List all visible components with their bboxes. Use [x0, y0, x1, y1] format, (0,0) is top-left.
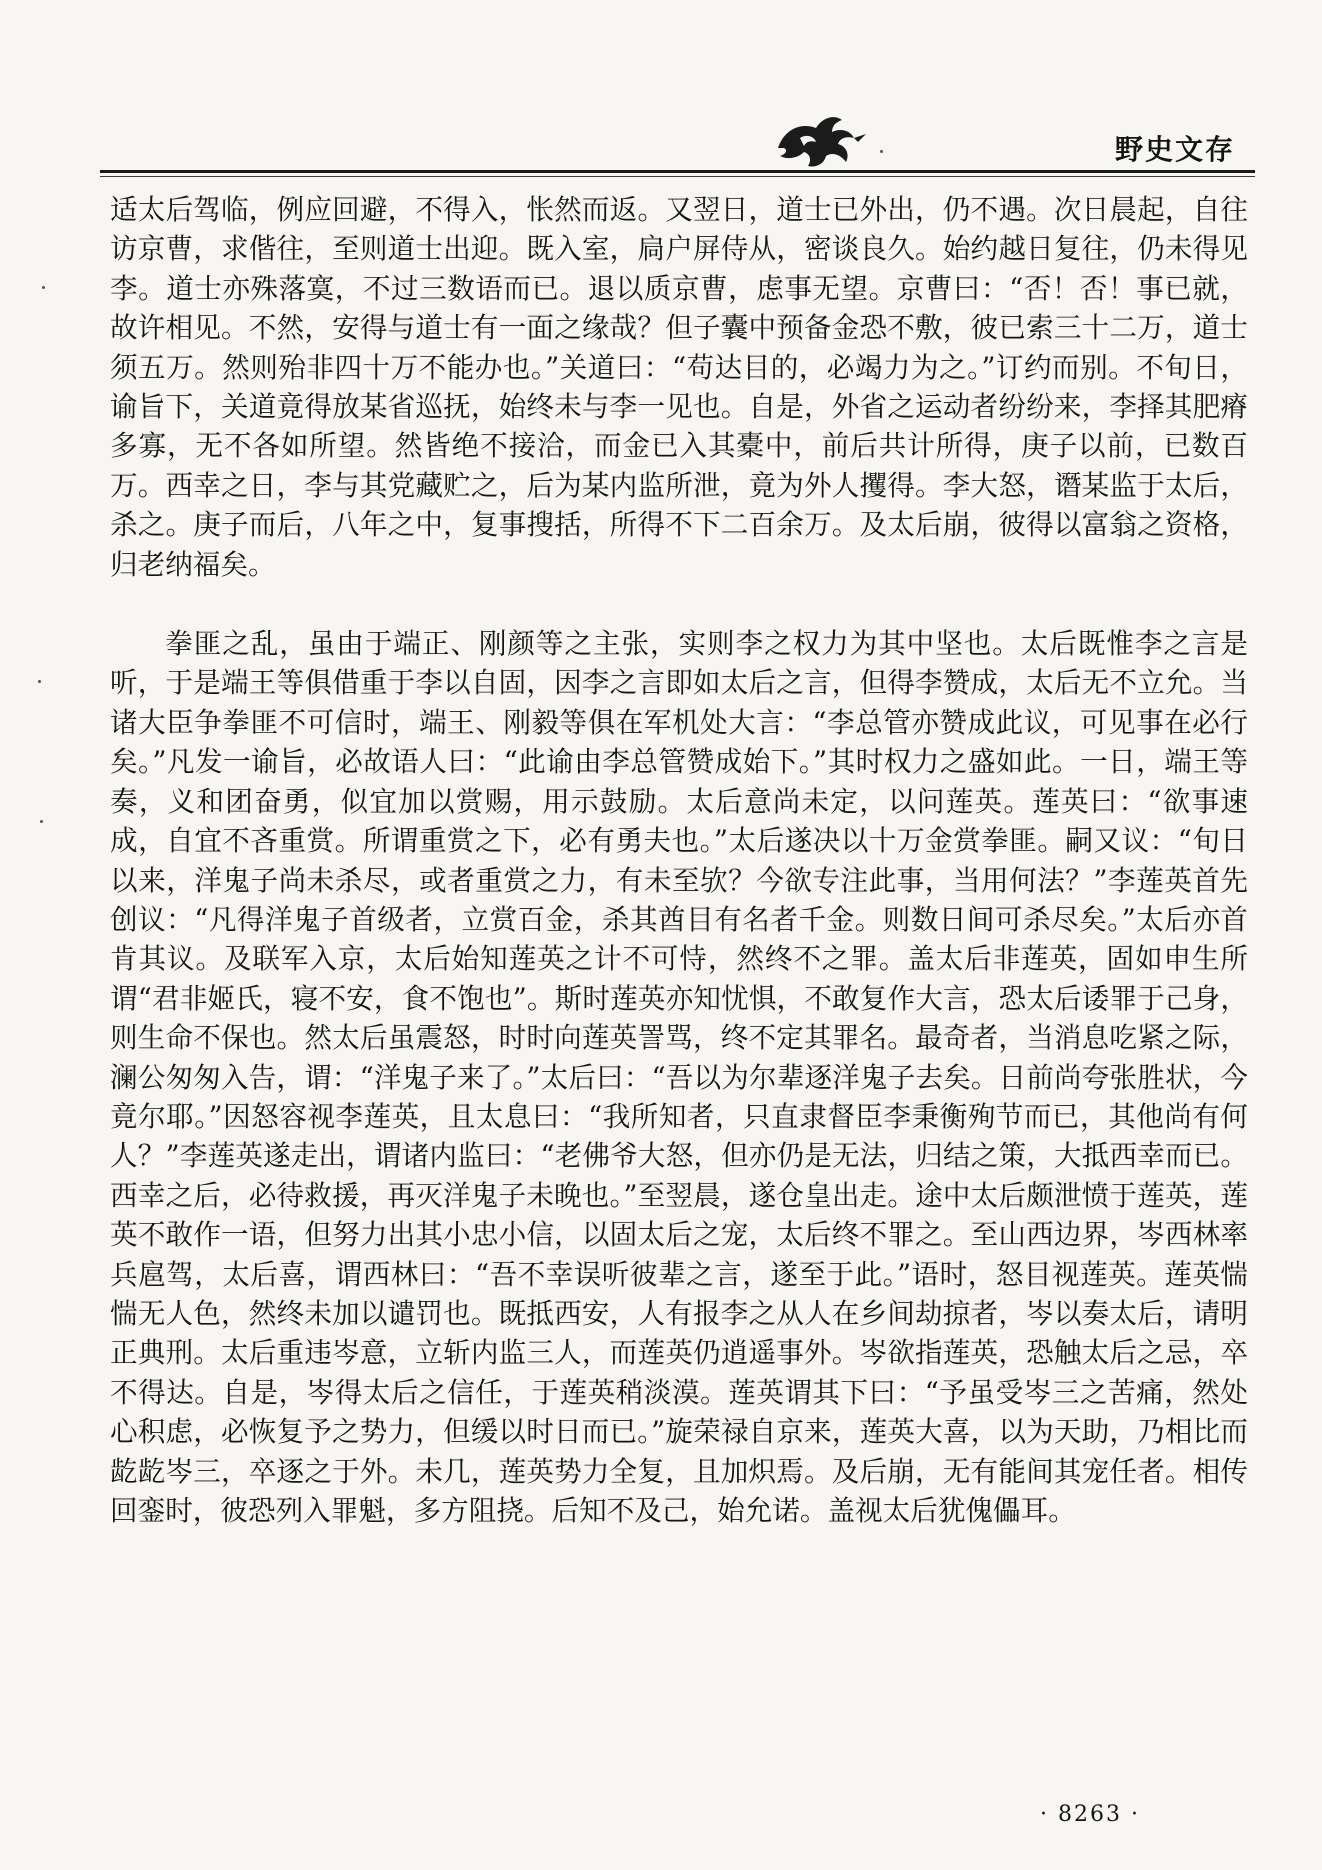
- dragon-emblem-icon: [770, 108, 870, 172]
- header-rule-thin: [100, 176, 1255, 177]
- scan-speck: [38, 680, 41, 683]
- scan-speck: [40, 820, 43, 823]
- book-title: 野史文存: [1114, 133, 1235, 166]
- header-rule-thick: [100, 170, 1255, 173]
- paragraph-2: 拳匪之乱，虽由于端正、刚颜等之主张，实则李之权力为其中坚也。太后既惟李之言是听，于是端王等俱借重于李以自固，因李之言即如太后之言，但得李赞成，太后无不立允。当诸大臣争拳匪不可信时，端王、刚毅等俱在军机处大言：“李总管亦赞成此议，可见事在必行矣。”凡发一谕旨，必故语人曰：“此谕由李总管赞成始下。”其时权力之盛如此。一日，端王等奏，义和团奋勇，似宜加以赏赐，用示鼓励。太后意尚未定，以问莲英。莲英曰：“欲事速成，自宜不吝重赏。所谓重赏之下，必有勇夫也。”太后遂决以十万金赏拳匪。嗣又议：“旬日以来，洋鬼子尚未杀尽，或者重赏之力，有未至欤？今欲专注此事，当用何法？”李莲英首先创议：“凡得洋鬼子首级者，立赏百金，杀其酋目有名者千金。则数日间可杀尽矣。”太后亦首肯其议。及联军入京，太后始知莲英之计不可恃，然终不之罪。盖太后非莲英，固如申生所谓“君非姬氏，寝不安，食不饱也”。斯时莲英亦知忧惧，不敢复作大言，恐太后诿罪于己身，则生命不保也。然太后虽震怒，时时向莲英詈骂，终不定其罪名。最奇者，当消息吃紧之际，澜公匆匆入告，谓：“洋鬼子来了。”太后曰：“吾以为尔辈逐洋鬼子去矣。日前尚夸张胜状，今竟尔耶。”因怒容视李莲英，且太息曰：“我所知者，只直隶督臣李秉衡殉节而已，其他尚有何人？”李莲英遂走出，谓诸内监曰：“老佛爷大怒，但亦仍是无法，归结之策，大抵西幸而已。西幸之后，必待救援，再灭洋鬼子未晚也。”至翌晨，遂仓皇出走。途中太后颇泄愤于莲英，莲英不敢作一语，但努力出其小忠小信，以固太后之宠，太后终不罪之。至山西边界，岑西林率兵扈驾，太后喜，谓西林曰：“吾不幸误听彼辈之言，遂至于此。”语时，怒目视莲英。莲英惴惴无人色，然终未加以谴罚也。既抵西安，人有报李之从人在乡间劫掠者，岑以奏太后，请明正典刑。太后重违岑意，立斩内监三人，而莲英仍逍遥事外。岑欲指莲英，恐触太后之忌，卒不得达。自是，岑得太后之信任，于莲英稍淡漠。莲英谓其下曰：“予虽受岑三之苦痛，然处心积虑，必恢复予之势力，但缓以时日而已。”旋荣禄自京来，莲英大喜，以为天助，乃相比而龁龁岑三，卒逐之于外。未几，莲英势力全复，且加炽焉。及后崩，无有能间其宠任者。相传回銮时，彼恐列入罪魁，多方阻挠。后知不及己，始允诺。盖视太后犹傀儡耳。: [110, 627, 1248, 1527]
- page-number: · 8263 ·: [1040, 1802, 1140, 1827]
- body-text: [110, 190, 1248, 1530]
- scan-speck: [880, 150, 883, 153]
- page-header: [0, 0, 1322, 180]
- scan-speck: [42, 286, 45, 289]
- paragraph-1: 适太后驾临，例应回避，不得入，怅然而返。又翌日，道士已外出，仍不遇。次日晨起，自往访京曹，求偕往，至则道士出迎。既入室，扃户屏侍从，密谈良久。始约越日复往，仍未得见李。道士亦殊落寞，不过三数语而已。退以质京曹，虑事无望。京曹曰：“否！否！事已就，故许相见。不然，安得与道士有一面之缘哉？但子囊中预备金恐不敷，彼已索三十二万，道士须五万。然则殆非四十万不能办也。”关道曰：“苟达目的，必竭力为之。”订约而别。不旬日，谕旨下，关道竟得放某省巡抚，始终未与李一见也。自是，外省之运动者纷纷来，李择其肥瘠多寡，无不各如所望。然皆绝不接洽，而金已入其橐中，前后共计所得，庚子以前，已数百万。西幸之日，李与其党藏贮之，后为某内监所泄，竟为外人攫得。李大怒，谮某监于太后，杀之。庚子而后，八年之中，复事搜括，所得不下二百余万。及太后崩，彼得以富翁之资格，归老纳福矣。: [110, 193, 1248, 581]
